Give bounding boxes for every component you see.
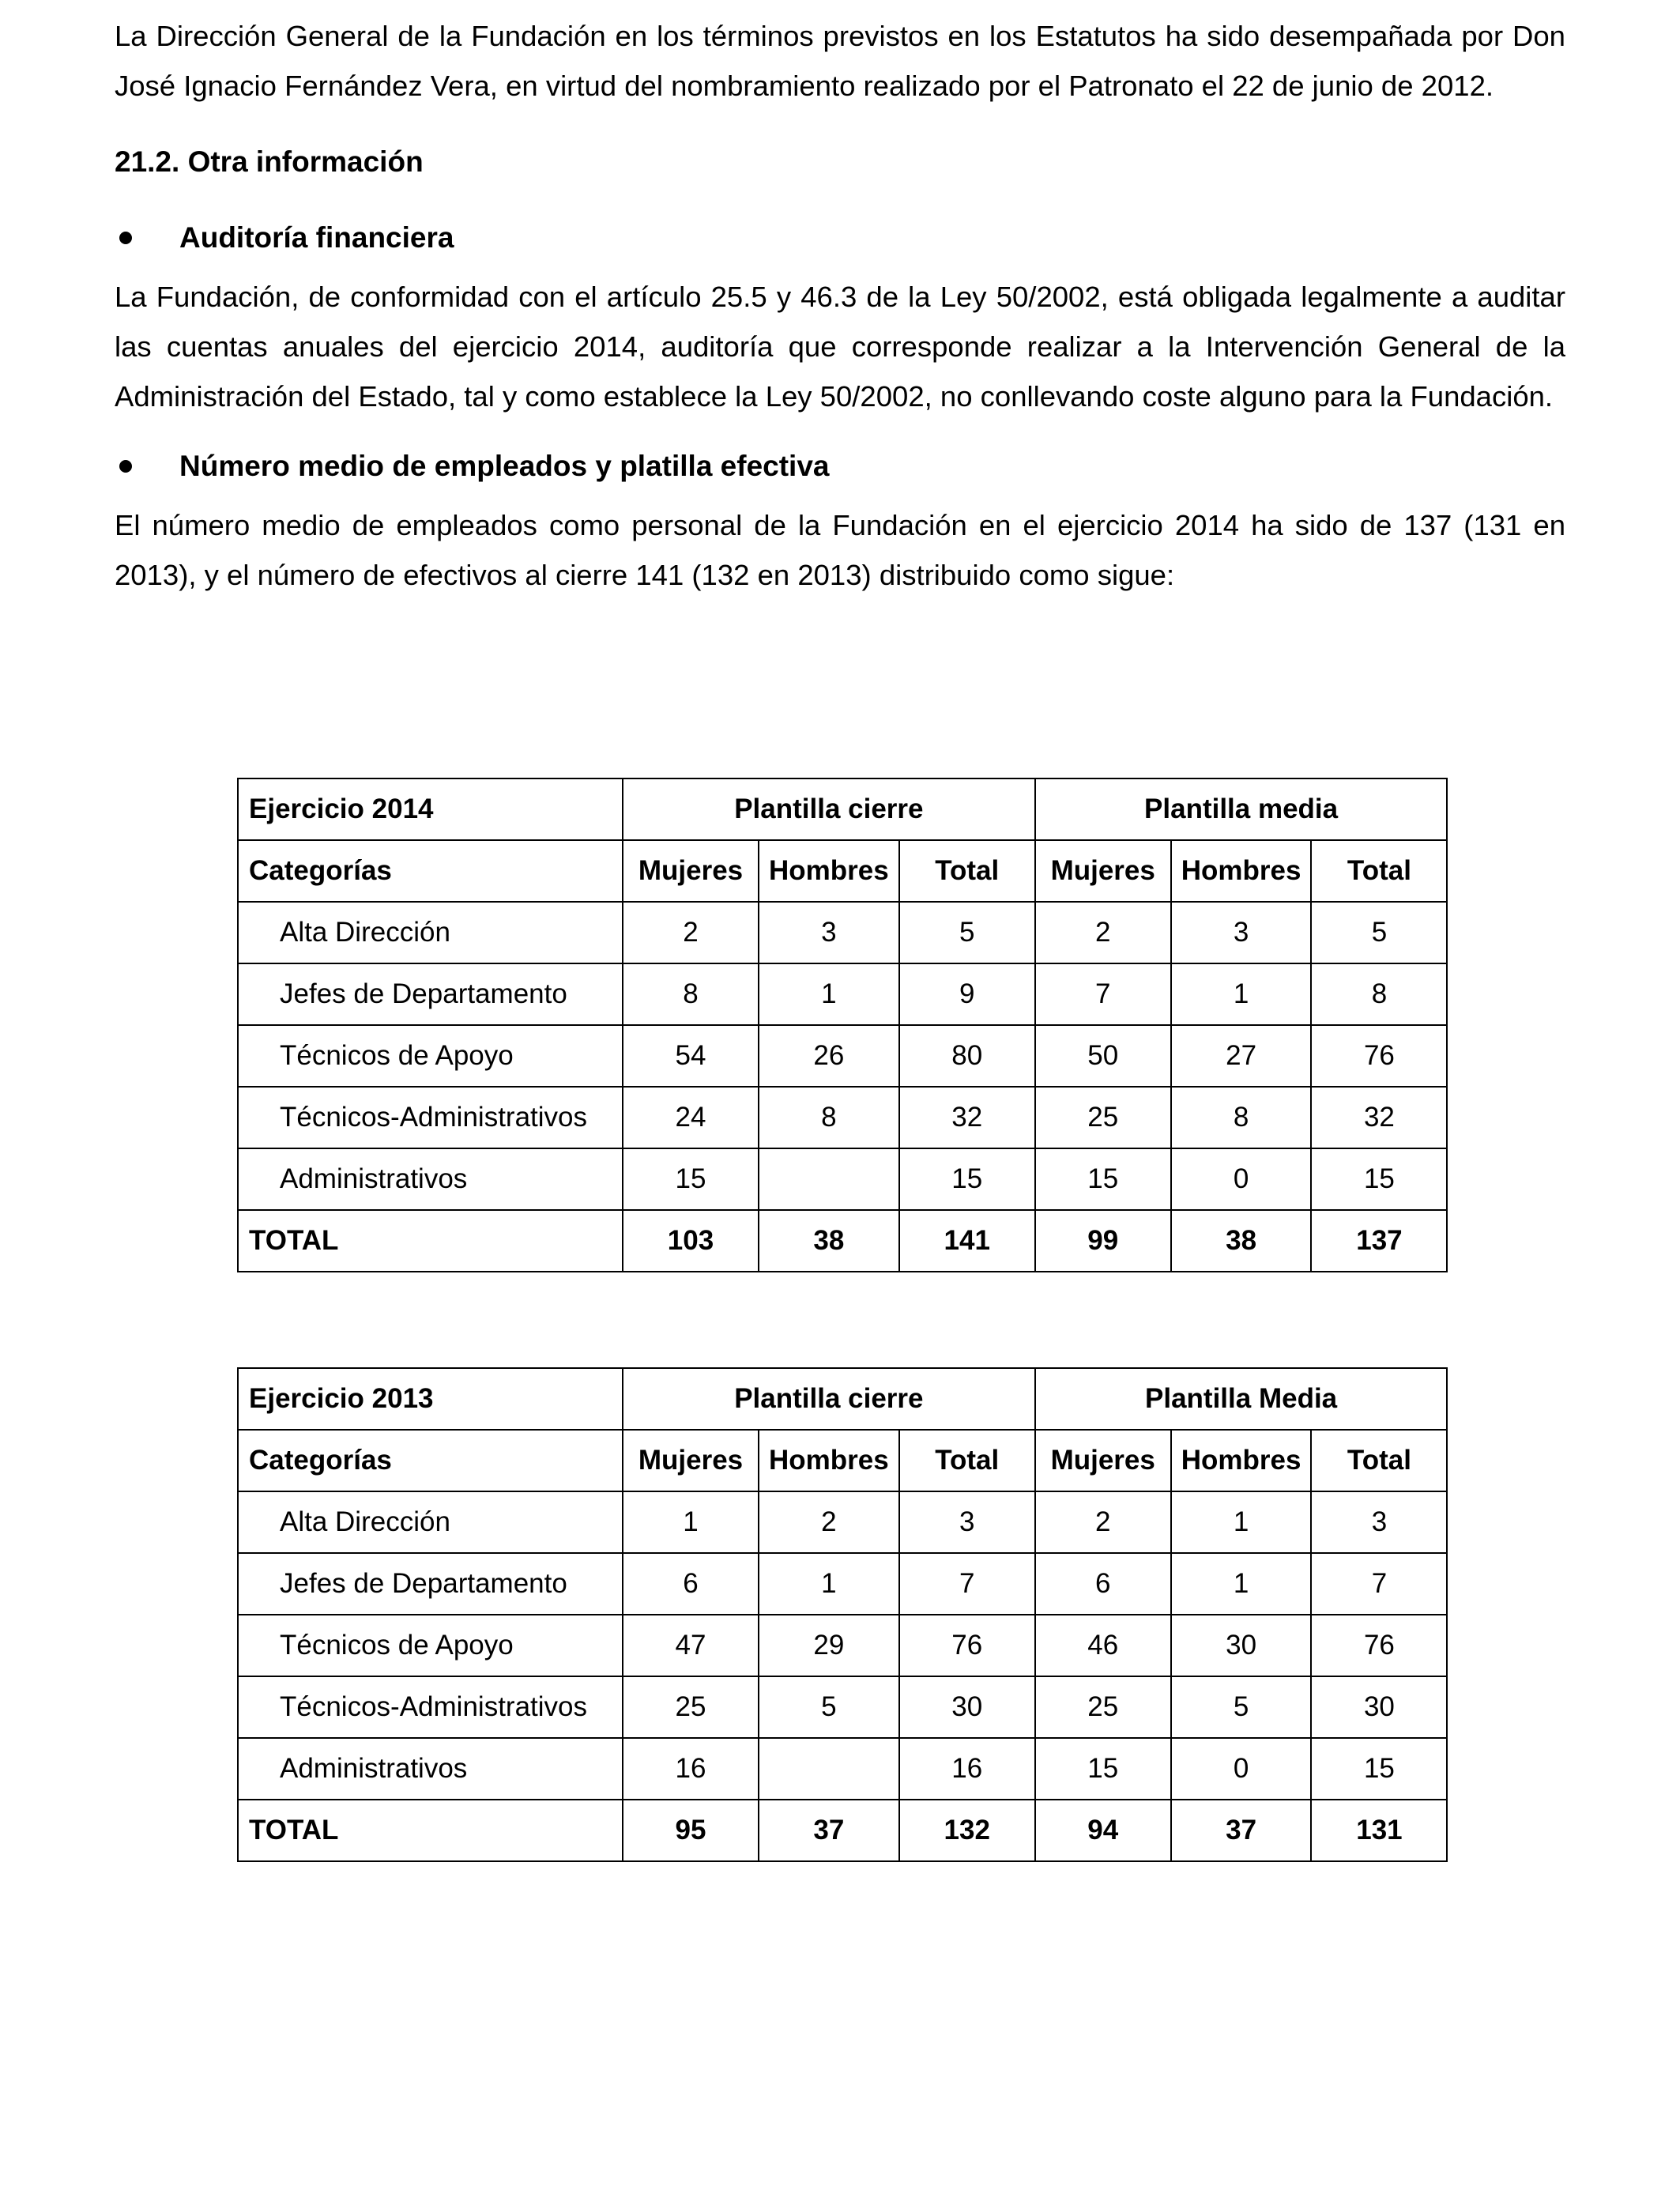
document-page [115, 11, 1565, 600]
table-cell: 47 [623, 1615, 759, 1676]
table-cell: 2 [1035, 902, 1171, 963]
total-cell: 38 [1171, 1210, 1312, 1272]
table-cell: 54 [623, 1025, 759, 1087]
table-cell: 15 [1035, 1738, 1171, 1800]
table-cell: 1 [759, 963, 899, 1025]
table-title: Ejercicio 2013 [238, 1368, 623, 1430]
table-cell: 30 [899, 1676, 1035, 1738]
row-label: Administrativos [238, 1738, 623, 1800]
table-cell: 8 [1171, 1087, 1312, 1148]
table-cell: 9 [899, 963, 1035, 1025]
total-cell: 95 [623, 1800, 759, 1861]
table-cell: 2 [623, 902, 759, 963]
table-cell: 5 [759, 1676, 899, 1738]
table-header-row [238, 778, 1447, 840]
table-total-row [238, 1800, 1447, 1861]
total-cell: 103 [623, 1210, 759, 1272]
row-label: Jefes de Departamento [238, 1553, 623, 1615]
table-cell: 7 [899, 1553, 1035, 1615]
total-cell: 38 [759, 1210, 899, 1272]
table-cell: 15 [1311, 1738, 1447, 1800]
column-header: Total [1311, 1430, 1447, 1491]
table-row [238, 1087, 1447, 1148]
total-label: TOTAL [238, 1800, 623, 1861]
table-cell: 2 [759, 1491, 899, 1553]
column-header: Hombres [759, 840, 899, 902]
table-row [238, 902, 1447, 963]
row-label: Técnicos-Administrativos [238, 1676, 623, 1738]
row-label: Alta Dirección [238, 1491, 623, 1553]
row-label: Jefes de Departamento [238, 963, 623, 1025]
table-cell: 50 [1035, 1025, 1171, 1087]
total-cell: 137 [1311, 1210, 1447, 1272]
table-cell: 7 [1035, 963, 1171, 1025]
table-title: Ejercicio 2014 [238, 778, 623, 840]
table-row [238, 1615, 1447, 1676]
column-header: Hombres [1171, 840, 1312, 902]
employees-paragraph: El número medio de empleados como personal de la Fundación en el ejercicio 2014 ha sido de 137 (131 en 2013), y el número de efectivos al cierre 141 (132 en 2013) distribuido como sigue: [115, 509, 1565, 591]
table-subheader-row [238, 1430, 1447, 1491]
table-cell: 8 [759, 1087, 899, 1148]
bullet-auditoria [115, 213, 1565, 262]
table-cell: 2 [1035, 1491, 1171, 1553]
table-cell: 25 [623, 1676, 759, 1738]
table-cell: 76 [899, 1615, 1035, 1676]
table-cell [759, 1148, 899, 1210]
total-cell: 37 [1171, 1800, 1312, 1861]
table-cell: 80 [899, 1025, 1035, 1087]
row-label: Técnicos de Apoyo [238, 1025, 623, 1087]
table-cell: 6 [623, 1553, 759, 1615]
table-cell: 15 [623, 1148, 759, 1210]
total-cell: 37 [759, 1800, 899, 1861]
table-cell: 1 [1171, 1553, 1312, 1615]
table-cell: 29 [759, 1615, 899, 1676]
table-row [238, 1553, 1447, 1615]
table-header-row [238, 1368, 1447, 1430]
table-cell: 27 [1171, 1025, 1312, 1087]
table-subheader-row [238, 840, 1447, 902]
column-header: Total [899, 1430, 1035, 1491]
table-cell: 8 [1311, 963, 1447, 1025]
column-header: Total [1311, 840, 1447, 902]
column-header: Mujeres [623, 840, 759, 902]
table-cell: 15 [1035, 1148, 1171, 1210]
categories-header: Categorías [238, 840, 623, 902]
table-cell: 6 [1035, 1553, 1171, 1615]
table-row [238, 963, 1447, 1025]
section-heading: 21.2. Otra información [115, 145, 424, 178]
column-header: Mujeres [1035, 1430, 1171, 1491]
table-cell: 3 [899, 1491, 1035, 1553]
total-cell: 141 [899, 1210, 1035, 1272]
column-header: Mujeres [1035, 840, 1171, 902]
table-cell: 32 [1311, 1087, 1447, 1148]
total-cell: 132 [899, 1800, 1035, 1861]
table-row [238, 1148, 1447, 1210]
table-cell: 0 [1171, 1738, 1312, 1800]
total-cell: 94 [1035, 1800, 1171, 1861]
table-cell: 5 [1171, 1676, 1312, 1738]
table-cell: 5 [1311, 902, 1447, 963]
table-row [238, 1025, 1447, 1087]
table-cell: 0 [1171, 1148, 1312, 1210]
table-cell: 30 [1171, 1615, 1312, 1676]
table-cell: 25 [1035, 1087, 1171, 1148]
bullet-icon [119, 232, 132, 244]
group-header-cierre: Plantilla cierre [623, 1368, 1035, 1430]
total-cell: 99 [1035, 1210, 1171, 1272]
total-label: TOTAL [238, 1210, 623, 1272]
table-cell: 24 [623, 1087, 759, 1148]
group-header-media: Plantilla Media [1035, 1368, 1448, 1430]
table-row [238, 1491, 1447, 1553]
group-header-cierre: Plantilla cierre [623, 778, 1035, 840]
table-cell: 3 [1171, 902, 1312, 963]
intro-paragraph: La Dirección General de la Fundación en los términos previstos en los Estatutos ha sido desempañada por Don José Ignacio Fernández Vera, en virtud del nombramiento realizado por el Patronato el 22 de junio de 2012. [115, 20, 1565, 102]
audit-paragraph: La Fundación, de conformidad con el artículo 25.5 y 46.3 de la Ley 50/2002, está obligada legalmente a auditar las cuentas anuales del ejercicio 2014, auditoría que corresponde realizar a la Intervención General de la Administración del Estado, tal y como establece la Ley 50/2002, no conllevando coste alguno para la Fundación. [115, 281, 1565, 413]
row-label: Alta Dirección [238, 902, 623, 963]
table-row [238, 1676, 1447, 1738]
table-cell [759, 1738, 899, 1800]
column-header: Mujeres [623, 1430, 759, 1491]
row-label: Administrativos [238, 1148, 623, 1210]
staff-table-2013 [237, 1367, 1448, 1862]
table-cell: 30 [1311, 1676, 1447, 1738]
bullet-empleados-label: Número medio de empleados y platilla efectiva [179, 450, 830, 482]
bullet-icon [119, 460, 132, 473]
table-cell: 15 [1311, 1148, 1447, 1210]
bullet-empleados [115, 441, 1565, 491]
table-cell: 1 [1171, 963, 1312, 1025]
bullet-auditoria-label: Auditoría financiera [179, 221, 454, 254]
table-cell: 16 [623, 1738, 759, 1800]
table-total-row [238, 1210, 1447, 1272]
categories-header: Categorías [238, 1430, 623, 1491]
table-row [238, 1738, 1447, 1800]
column-header: Hombres [759, 1430, 899, 1491]
column-header: Hombres [1171, 1430, 1312, 1491]
total-cell: 131 [1311, 1800, 1447, 1861]
table-cell: 76 [1311, 1025, 1447, 1087]
table-cell: 8 [623, 963, 759, 1025]
row-label: Técnicos de Apoyo [238, 1615, 623, 1676]
table-cell: 76 [1311, 1615, 1447, 1676]
table-cell: 15 [899, 1148, 1035, 1210]
table-cell: 32 [899, 1087, 1035, 1148]
table-cell: 5 [899, 902, 1035, 963]
table-cell: 26 [759, 1025, 899, 1087]
table-cell: 3 [1311, 1491, 1447, 1553]
column-header: Total [899, 840, 1035, 902]
table-cell: 16 [899, 1738, 1035, 1800]
table-cell: 3 [759, 902, 899, 963]
table-cell: 7 [1311, 1553, 1447, 1615]
row-label: Técnicos-Administrativos [238, 1087, 623, 1148]
group-header-media: Plantilla media [1035, 778, 1448, 840]
staff-table-2014 [237, 778, 1448, 1272]
table-cell: 1 [623, 1491, 759, 1553]
table-cell: 46 [1035, 1615, 1171, 1676]
table-cell: 25 [1035, 1676, 1171, 1738]
table-cell: 1 [759, 1553, 899, 1615]
table-cell: 1 [1171, 1491, 1312, 1553]
